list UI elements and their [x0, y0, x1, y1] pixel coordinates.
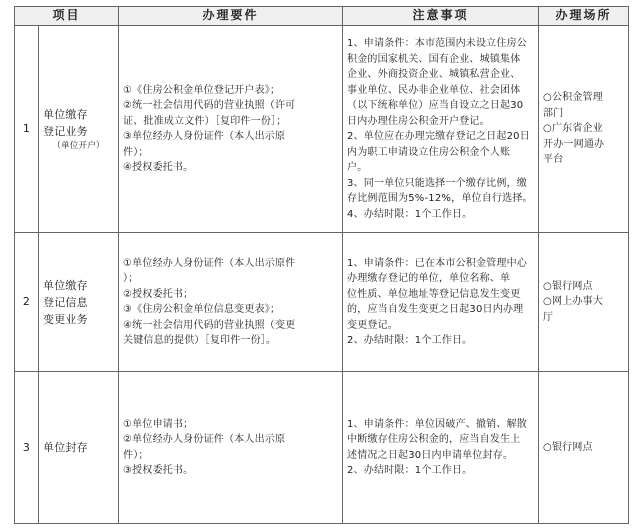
table-row: [15, 372, 629, 524]
item-line: 登记业务: [43, 125, 88, 139]
table-row: [15, 233, 629, 372]
requirements-cell: [119, 26, 343, 233]
item-cell: [39, 26, 119, 233]
place-line: ○银行网点: [543, 280, 593, 292]
place-line: 厅: [543, 311, 554, 323]
note-line: 企业、外商投资企业、城镇私营企业、: [347, 69, 521, 81]
item-cell: [39, 233, 119, 372]
place-line: ○公积金管理: [543, 92, 603, 104]
requirement-line: 关键信息的提供）［复印件一份］。: [123, 335, 277, 347]
requirement-line: ②授权委托书；: [123, 288, 194, 300]
item-line: 单位封存: [43, 441, 88, 455]
item-line: 单位缴存: [43, 278, 88, 292]
place-cell: [539, 233, 629, 372]
note-line: 中断缴存住房公积金的，应当自发生上: [347, 434, 521, 446]
requirement-line: ）；: [123, 273, 139, 285]
note-line: 1、申请条件：单位因破产、撤销、解散: [347, 418, 527, 430]
note-line: 1、申请条件：已在本市公积金管理中心: [347, 257, 527, 269]
place-line: 平台: [543, 154, 564, 166]
header-requirements: 办理要件: [119, 7, 343, 26]
item-cell: [39, 372, 119, 524]
procedure-table: [14, 6, 629, 524]
note-line: 2、办结时限：1个工作日。: [347, 335, 473, 347]
item-line: 登记信息: [43, 295, 88, 309]
requirements-cell: [119, 372, 343, 524]
notes-cell: [343, 372, 539, 524]
note-line: 变更登记。: [347, 319, 399, 331]
place-cell: [539, 372, 629, 524]
note-line: 事业单位、民办非企业单位、社会团体: [347, 84, 521, 96]
place-line: 开办一网通办: [543, 138, 605, 150]
table-row: [15, 26, 629, 233]
requirement-line: ①单位经办人身份证件（本人出示原件: [123, 257, 296, 269]
note-line: 位性质、单位地址等登记信息发生变更: [347, 288, 521, 300]
note-line: 存比例范围为5%-12%，单位自行选择。: [347, 193, 533, 205]
requirement-line: ①单位申请书；: [123, 418, 194, 430]
place-line: ○网上办事大: [543, 296, 603, 308]
notes-cell: [343, 233, 539, 372]
requirement-line: ④统一社会信用代码的营业执照（变更: [123, 319, 296, 331]
note-line: 1、申请条件：本市范围内未设立住房公: [347, 38, 527, 50]
requirement-line: 证、批准成立文件）［复印件一份］；: [123, 115, 287, 127]
place-line: ○广东省企业: [543, 123, 603, 135]
item-line: 变更业务: [43, 312, 88, 326]
requirement-line: ②单位经办人身份证件（本人出示原: [123, 434, 286, 446]
row-number: 3: [15, 372, 39, 524]
note-line: 2、单位应在办理完缴存登记之日起20日: [347, 131, 530, 143]
requirement-line: 件）；: [123, 146, 149, 158]
note-line: 4、办结时限：1个工作日。: [347, 208, 473, 220]
requirement-line: ②统一社会信用代码的营业执照（许可: [123, 100, 296, 112]
place-line: 部门: [543, 107, 564, 119]
note-line: 办理缴存登记的单位，单位名称、单: [347, 273, 511, 285]
note-line: 户。: [347, 162, 368, 174]
requirements-cell: [119, 233, 343, 372]
item-subtitle: （单位开户）: [52, 141, 105, 152]
place-cell: [539, 26, 629, 233]
requirement-line: ③《住房公积金单位信息变更表》；: [123, 304, 281, 316]
requirement-line: ④授权委托书。: [123, 162, 194, 174]
requirement-line: ③单位经办人身份证件（本人出示原: [123, 131, 286, 143]
header-notes: 注意事项: [343, 7, 539, 26]
row-number: 1: [15, 26, 39, 233]
item-line: 单位缴存: [43, 108, 88, 122]
requirement-line: ①《住房公积金单位登记开户表》；: [123, 84, 281, 96]
requirement-line: 件）；: [123, 449, 149, 461]
requirement-line: ③授权委托书。: [123, 465, 194, 477]
note-line: 日内办理住房公积金开户登记。: [347, 115, 490, 127]
table-header-row: [15, 7, 629, 26]
place-line: ○银行网点: [543, 441, 593, 453]
note-line: 的，应当自发生变更之日起30日内办理: [347, 304, 524, 316]
note-line: 内为职工申请设立住房公积金个人账: [347, 146, 511, 158]
note-line: 2、办结时限：1个工作日。: [347, 465, 473, 477]
note-line: 述情况之日起30日内申请单位封存。: [347, 449, 514, 461]
row-number: 2: [15, 233, 39, 372]
header-item: 项目: [15, 7, 119, 26]
header-place: 办理场所: [539, 7, 629, 26]
notes-cell: [343, 26, 539, 233]
note-line: 积金的国家机关、国有企业、城镇集体: [347, 53, 521, 65]
note-line: （以下统称单位）应当自设立之日起30: [347, 100, 524, 112]
note-line: 3、同一单位只能选择一个缴存比例，缴: [347, 177, 527, 189]
